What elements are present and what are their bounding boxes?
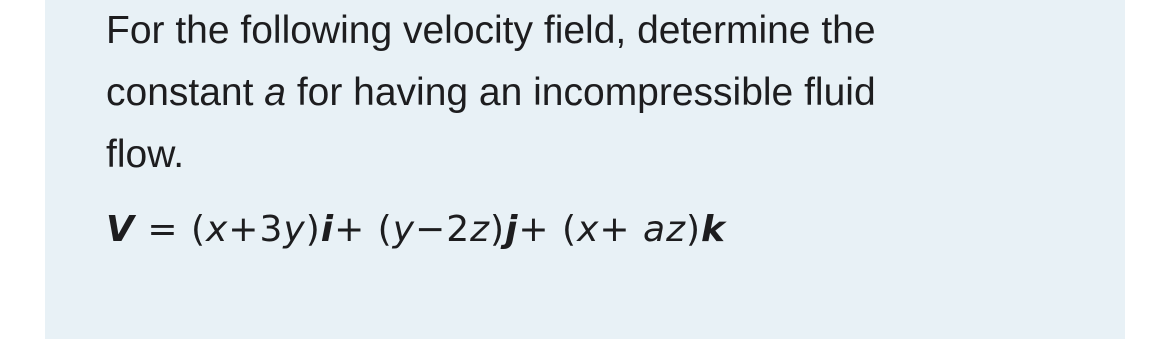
eq-unit-j: j	[505, 209, 519, 250]
constant-a: a	[264, 71, 286, 114]
velocity-equation	[106, 209, 726, 250]
eq-close-2: )	[490, 209, 506, 250]
question-line-1: For the following velocity field, determine the	[106, 9, 876, 52]
eq-open-1: (	[190, 209, 206, 250]
eq-unit-k: k	[701, 209, 726, 250]
eq-plus-3: +3	[228, 209, 284, 250]
eq-minus-2: −2	[415, 209, 471, 250]
question-text	[106, 0, 1106, 186]
question-line-2-end: for having an incompressible fluid	[285, 71, 876, 114]
eq-equals: =	[134, 209, 191, 250]
eq-plus-open-3: + (	[518, 209, 578, 250]
eq-z-2: z	[666, 209, 686, 250]
eq-x-2: x	[577, 209, 600, 250]
eq-x-1: x	[205, 209, 229, 250]
question-line-2-start: constant	[106, 71, 265, 114]
question-line-2	[106, 62, 1106, 124]
eq-close-1: )	[305, 209, 321, 250]
eq-y-2: y	[392, 209, 416, 250]
eq-close-3: )	[685, 209, 702, 250]
eq-a: a	[643, 209, 667, 250]
eq-velocity-symbol: V	[106, 209, 135, 250]
eq-plus-4: +	[599, 209, 643, 250]
eq-unit-i: i	[320, 209, 335, 250]
eq-z-1: z	[470, 209, 491, 250]
question-line-3: flow.	[106, 133, 185, 176]
eq-y-1: y	[283, 209, 306, 250]
eq-plus-open-2: + (	[334, 209, 393, 250]
